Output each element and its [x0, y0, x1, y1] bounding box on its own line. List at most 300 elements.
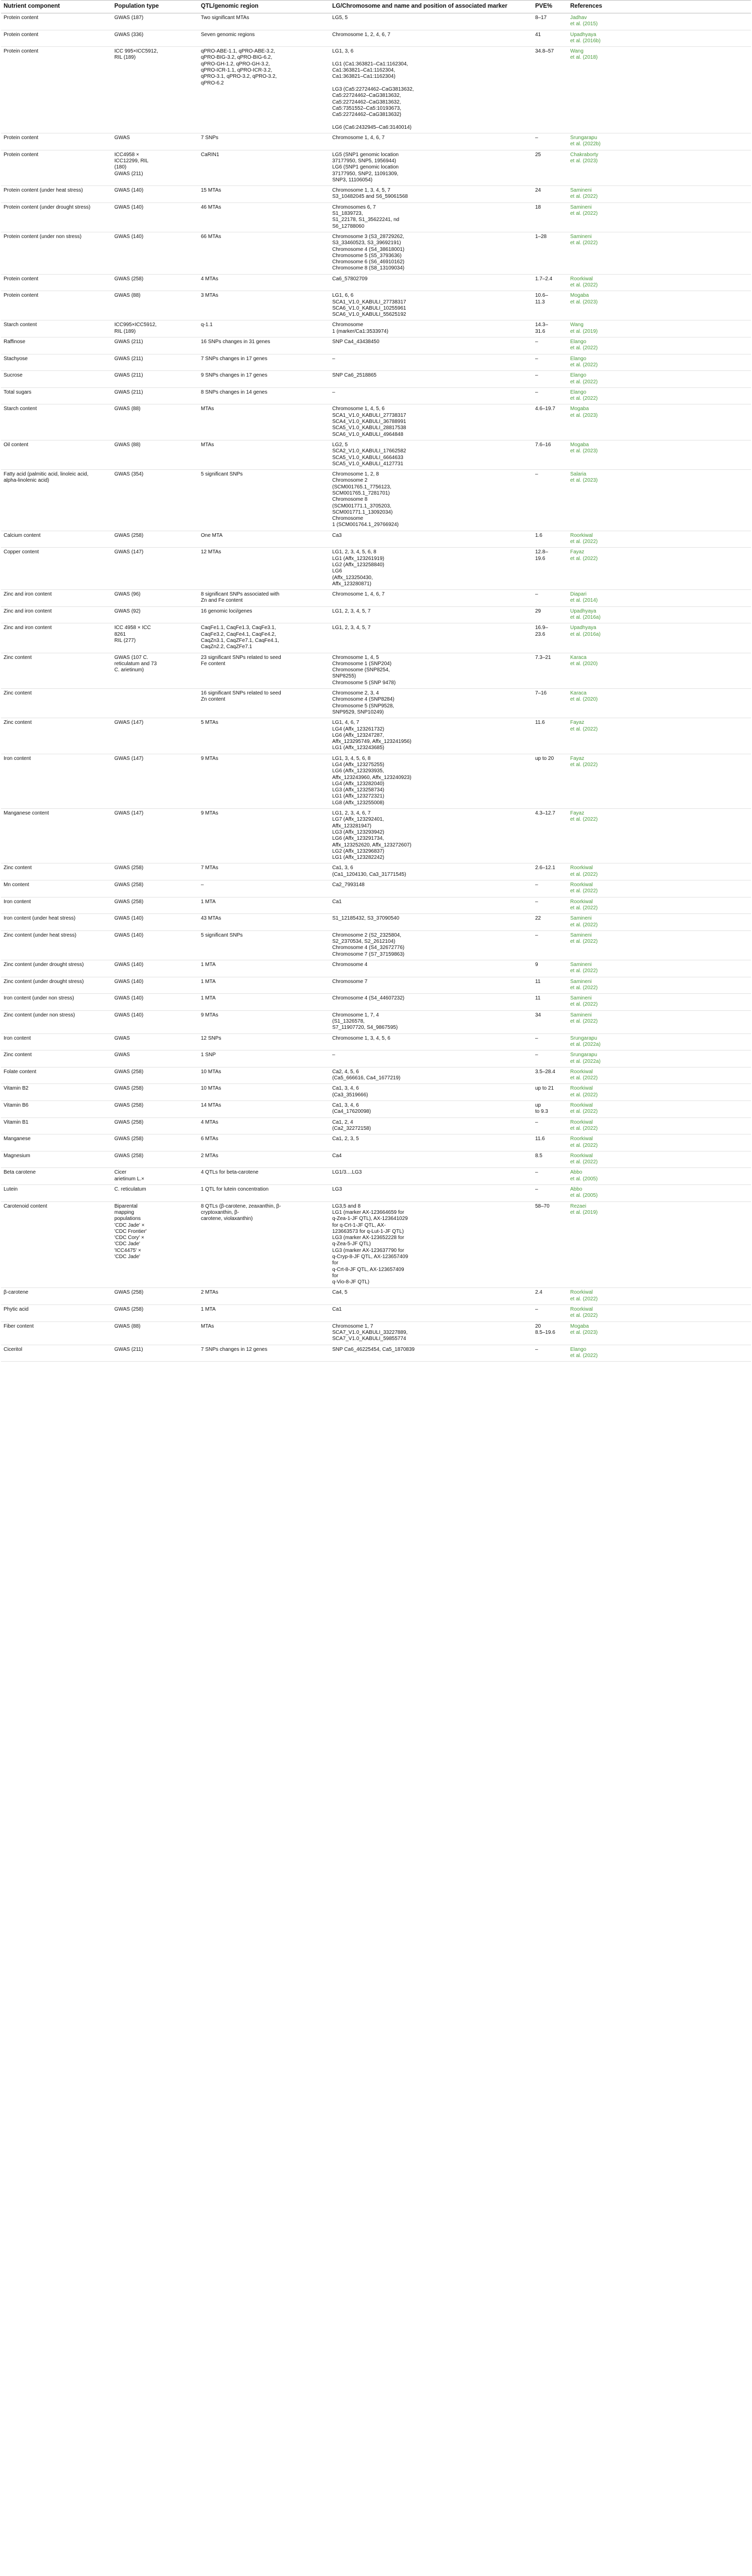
cell-lg-line: SCA2_V1.0_KABULI_17662582 [332, 448, 406, 454]
cell-nutrient-line: Beta carotene [4, 1170, 36, 1176]
cell-reference[interactable] [568, 186, 751, 203]
cell-qtl-line: 66 MTAs [201, 233, 221, 240]
cell-lg-line: Ca6_57802709 [332, 276, 368, 282]
cell-lg-line: Chromosome 4 [332, 962, 368, 968]
cell-pve-line: 20 [535, 1323, 541, 1329]
cell-qtl-line: 43 MTAs [201, 916, 221, 922]
cell-population-line: GWAS (107 C. [114, 654, 148, 660]
cell-reference-line: Mogaba [570, 406, 589, 412]
cell-qtl-line: 46 MTAs [201, 204, 221, 210]
cell-lg-line: Chromosome 8 (S8_13109034) [332, 265, 405, 272]
cell-lg-line: q-Cryp-8-JF QTL, AX-123657409 [332, 1253, 408, 1260]
cell-lg-line: SNP Ca6_46225454, Ca5_1870839 [332, 1346, 415, 1352]
cell-population-line: ICC12299, RIL [114, 158, 149, 164]
cell-reference-line: Mogaba [570, 442, 589, 448]
cell-lg-line: Chromosome 1, 4, 5 [332, 654, 379, 660]
cell-lg-line: LG7 (Affx_123292401, [332, 817, 384, 823]
cell-pve [533, 232, 568, 274]
cell-nutrient [1, 440, 112, 469]
cell-reference-line: Upadhyaya [570, 608, 596, 614]
cell-reference-line: Samineni [570, 932, 592, 938]
cell-lg-line: (Ca5_666616, Ca4_1677219) [332, 1075, 401, 1081]
cell-lg-line: LG2 (Affx_123258840) [332, 562, 385, 568]
cell-population-line: GWAS (211) [114, 389, 143, 395]
cell-population-line: GWAS (140) [114, 916, 144, 922]
cell-lg-line: Ca1 [332, 899, 342, 905]
cell-reference-line: et al. (2023) [570, 412, 598, 418]
cell-lg [330, 1050, 533, 1067]
cell-reference-line: et al. (2022b) [570, 141, 601, 147]
cell-reference-line: Samineni [570, 233, 592, 240]
cell-reference[interactable] [568, 606, 751, 623]
cell-population-line: ICC 995×ICC5912, [114, 48, 158, 55]
cell-pve [533, 977, 568, 994]
cell-lg-line: Ca5:22724462–CaG3813632, [332, 99, 401, 105]
cell-reference[interactable] [568, 590, 751, 607]
cell-lg-line: LG1 (marker AX-123664659 for [332, 1209, 404, 1215]
cell-pve [533, 1010, 568, 1033]
cell-lg-line: Affx_123243960, Affx_123240923) [332, 774, 412, 781]
cell-nutrient [1, 977, 112, 994]
table-row [1, 1151, 751, 1168]
cell-qtl-line: Zn content [201, 697, 226, 703]
cell-lg-line: for q-Crt-1-JF QTL, AX- [332, 1222, 386, 1228]
cell-nutrient-line: Manganese [4, 1136, 31, 1142]
cell-population [112, 531, 198, 548]
cell-lg-line: SCA4_V1.0_KABULI_36788991 [332, 419, 406, 425]
cell-reference[interactable] [568, 1345, 751, 1362]
cell-population-line: 'CDC Cory' × [114, 1235, 144, 1241]
cell-qtl [198, 274, 330, 291]
cell-qtl-line: 12 MTAs [201, 549, 221, 555]
cell-reference[interactable] [568, 1305, 751, 1322]
cell-nutrient [1, 809, 112, 863]
table-row [1, 232, 751, 274]
cell-reference[interactable] [568, 880, 751, 897]
cell-population-line: ICC4958 × [114, 151, 140, 158]
cell-lg-line: S3_10482045 and S6_59061568 [332, 194, 408, 200]
cell-reference[interactable] [568, 1201, 751, 1288]
cell-pve [533, 623, 568, 653]
cell-reference[interactable] [568, 653, 751, 688]
cell-qtl-line: 1 MTA [201, 1307, 216, 1313]
cell-reference-line: Samineni [570, 962, 592, 968]
cell-lg-line: (Ca2_32272158) [332, 1125, 371, 1131]
cell-reference[interactable] [568, 371, 751, 388]
cell-lg [330, 404, 533, 440]
cell-nutrient [1, 1050, 112, 1067]
cell-lg [330, 354, 533, 371]
cell-lg-line: Ca2, 4, 5, 6 [332, 1069, 359, 1075]
cell-qtl [198, 689, 330, 718]
cell-reference-line: et al. (2022) [570, 362, 598, 368]
cell-nutrient-line: Protein content [4, 135, 39, 141]
cell-qtl [198, 1033, 330, 1050]
cell-reference[interactable] [568, 754, 751, 808]
cell-qtl [198, 1168, 330, 1185]
cell-nutrient-line: Protein content [4, 151, 39, 158]
cell-reference-line: Fayaz [570, 810, 585, 817]
cell-reference[interactable] [568, 470, 751, 531]
cell-reference[interactable] [568, 960, 751, 977]
cell-reference-line: et al. (2019) [570, 328, 598, 334]
cell-reference[interactable] [568, 1134, 751, 1151]
cell-reference-line: et al. (2022) [570, 985, 598, 991]
header-nutrient: Nutrient component [1, 1, 112, 13]
cell-qtl [198, 291, 330, 320]
cell-population-line: GWAS (147) [114, 720, 144, 726]
cell-population-line: GWAS (88) [114, 293, 141, 299]
cell-population [112, 754, 198, 808]
cell-lg [330, 1084, 533, 1101]
cell-lg-line: Chromosome 4 (S4_32672776) [332, 945, 405, 951]
cell-lg-line: SCA6_V1.0_KABULI_4964848 [332, 431, 403, 437]
cell-qtl-line: 1 SNP [201, 1052, 216, 1058]
cell-nutrient-line: Calcium content [4, 532, 41, 538]
cell-qtl [198, 440, 330, 469]
cell-reference[interactable] [568, 1084, 751, 1101]
cell-nutrient [1, 653, 112, 688]
cell-population [112, 653, 198, 688]
cell-reference[interactable] [568, 274, 751, 291]
cell-lg-line: Chromosome 1, 7 [332, 1323, 373, 1329]
cell-pve-line: 11 [535, 995, 541, 1002]
table-row [1, 718, 751, 754]
cell-population-line: GWAS [114, 135, 130, 141]
cell-reference-line: et al. (2022) [570, 240, 598, 246]
cell-pve-line: 1–28 [535, 233, 547, 240]
cell-population [112, 1201, 198, 1288]
cell-pve-line: 4.6–19.7 [535, 406, 555, 412]
cell-nutrient [1, 1033, 112, 1050]
cell-population-line: GWAS (258) [114, 532, 144, 538]
cell-reference[interactable] [568, 689, 751, 718]
cell-lg-line: LG6 (Affx_123247287, [332, 732, 384, 738]
cell-reference[interactable] [568, 914, 751, 931]
cell-lg [330, 880, 533, 897]
cell-nutrient-line: Oil content [4, 442, 28, 448]
cell-population-line: GWAS (140) [114, 1012, 144, 1018]
cell-pve-line: – [535, 1052, 538, 1058]
cell-population [112, 30, 198, 47]
cell-lg-line: Chromosome 3 (S3_28729262, [332, 233, 404, 240]
cell-lg-line: LG1, 2, 3, 4, 5, 7 [332, 608, 371, 614]
cell-reference-line: et al. (2022) [570, 1313, 598, 1319]
cell-reference[interactable] [568, 291, 751, 320]
cell-reference[interactable] [568, 202, 751, 232]
cell-reference-line: Fayaz [570, 549, 585, 555]
cell-lg-line: SNP8255) [332, 673, 356, 680]
cell-population-line: GWAS (211) [114, 372, 143, 379]
cell-pve-line: 11.6 [535, 1136, 545, 1142]
cell-qtl-line: 15 MTAs [201, 188, 221, 194]
cell-nutrient-line: Iron content (under heat stress) [4, 916, 76, 922]
cell-nutrient [1, 994, 112, 1011]
cell-qtl [198, 1305, 330, 1322]
cell-reference-line: Elango [570, 372, 587, 379]
cell-nutrient-line: Fatty acid (palmitic acid, linoleic acid, [4, 471, 89, 478]
cell-reference-line: et al. (2022) [570, 1125, 598, 1131]
cell-reference[interactable] [568, 531, 751, 548]
cell-lg-line: Ca1, 2, 3, 5 [332, 1136, 359, 1142]
cell-lg-line: Chromosome 7 [332, 978, 368, 985]
cell-population-line: GWAS (258) [114, 1119, 144, 1125]
cell-reference[interactable] [568, 623, 751, 653]
cell-reference[interactable] [568, 440, 751, 469]
cell-pve-line: – [535, 389, 538, 395]
cell-reference[interactable] [568, 150, 751, 185]
cell-lg [330, 1134, 533, 1151]
cell-reference-line: Chakraborty [570, 151, 599, 158]
cell-qtl [198, 371, 330, 388]
cell-lg [330, 30, 533, 47]
cell-nutrient-line: Sucrose [4, 372, 23, 379]
cell-qtl [198, 606, 330, 623]
cell-reference-line: et al. (2023) [570, 478, 598, 484]
cell-nutrient-line: Zinc content (under heat stress) [4, 932, 77, 938]
cell-population [112, 1117, 198, 1134]
cell-lg [330, 1033, 533, 1050]
cell-pve-line: 16.9– [535, 625, 549, 631]
cell-pve-line: 10.6– [535, 293, 549, 299]
cell-reference[interactable] [568, 1168, 751, 1185]
cell-lg-line: Chromosome 1, 4, 5, 6 [332, 406, 385, 412]
cell-nutrient [1, 914, 112, 931]
cell-pve [533, 1134, 568, 1151]
table-row [1, 1067, 751, 1084]
cell-pve-line: up to 21 [535, 1086, 554, 1092]
cell-pve-line: 12.8– [535, 549, 549, 555]
cell-lg-line: LG6 (SNP1 genomic location [332, 164, 399, 171]
cell-population [112, 718, 198, 754]
table-row [1, 1010, 751, 1033]
cell-reference[interactable] [568, 1151, 751, 1168]
cell-pve [533, 371, 568, 388]
cell-pve [533, 1305, 568, 1322]
cell-lg-line: Chromosome 2 [332, 478, 368, 484]
cell-population [112, 371, 198, 388]
cell-lg-line: 37177950, SNP2, 11091309, [332, 171, 399, 177]
cell-lg-line: – [332, 355, 335, 362]
header-qtl: QTL/genomic region [198, 1, 330, 13]
cell-lg-line: Ca2_7993148 [332, 882, 365, 888]
cell-population-line: GWAS (211) [114, 355, 143, 362]
cell-reference-line: Fayaz [570, 755, 585, 761]
cell-population-line: GWAS (147) [114, 810, 144, 817]
cell-reference-line: Roorkiwal [570, 1069, 593, 1075]
cell-lg [330, 320, 533, 337]
cell-lg [330, 623, 533, 653]
cell-population-line: GWAS (147) [114, 549, 144, 555]
cell-reference[interactable] [568, 809, 751, 863]
cell-lg-line: S2_2370534, S2_2612104) [332, 939, 396, 945]
cell-lg-line: Chromosome 1, 2, 8 [332, 471, 379, 478]
cell-lg-line: 1 (SCM001764.1_29766924) [332, 522, 399, 528]
qtl-table [1, 0, 751, 1362]
cell-reference[interactable] [568, 930, 751, 960]
cell-lg [330, 1168, 533, 1185]
cell-population [112, 1151, 198, 1168]
cell-pve-line: 1.7–2.4 [535, 276, 553, 282]
cell-qtl [198, 809, 330, 863]
cell-reference[interactable] [568, 13, 751, 30]
cell-population-line: GWAS (258) [114, 1153, 144, 1159]
cell-reference[interactable] [568, 1185, 751, 1202]
cell-reference[interactable] [568, 897, 751, 914]
cell-qtl [198, 653, 330, 688]
table-row [1, 404, 751, 440]
cell-qtl-line: – [201, 882, 204, 888]
cell-nutrient [1, 718, 112, 754]
cell-nutrient [1, 1010, 112, 1033]
cell-reference-line: et al. (2016a) [570, 615, 601, 621]
cell-reference-line: Samineni [570, 188, 592, 194]
cell-pve-line: – [535, 1346, 538, 1352]
cell-reference[interactable] [568, 133, 751, 150]
cell-lg-line: – [332, 389, 335, 395]
cell-qtl-line: 5 significant SNPs [201, 471, 243, 478]
cell-reference[interactable] [568, 1288, 751, 1305]
cell-qtl [198, 404, 330, 440]
cell-lg-line: (Ca4_17620098) [332, 1109, 371, 1115]
cell-population-line: GWAS (336) [114, 31, 144, 38]
cell-reference-line: et al. (2022a) [570, 1041, 601, 1047]
cell-reference-line: Roorkiwal [570, 882, 593, 888]
cell-population-line: RIL (189) [114, 55, 136, 61]
cell-lg-line: q-Vio-8-JF QTL) [332, 1279, 370, 1285]
cell-nutrient-line: Protein content [4, 31, 39, 38]
cell-qtl-line: q-1.1 [201, 322, 213, 328]
cell-nutrient-line: Raffinose [4, 339, 26, 345]
cell-pve-line: – [535, 1307, 538, 1313]
cell-reference[interactable] [568, 548, 751, 590]
table-row [1, 133, 751, 150]
cell-reference-line: et al. (2020) [570, 660, 598, 667]
cell-population [112, 689, 198, 718]
cell-reference-line: Mogaba [570, 1323, 589, 1329]
cell-reference[interactable] [568, 337, 751, 354]
cell-reference[interactable] [568, 1101, 751, 1118]
cell-lg-line: Chromosome 1, 3, 4, 5, 7 [332, 188, 390, 194]
cell-population-line: GWAS (258) [114, 1086, 144, 1092]
cell-reference[interactable] [568, 863, 751, 880]
cell-lg-line: LG6 (Affx_123293935, [332, 768, 384, 774]
cell-population [112, 320, 198, 337]
cell-population [112, 440, 198, 469]
table-row [1, 1321, 751, 1345]
cell-reference[interactable] [568, 994, 751, 1011]
cell-lg-line: LG1 (Affx_123261919) [332, 555, 385, 562]
cell-reference[interactable] [568, 1050, 751, 1067]
cell-lg-line: LG1/3....LG3 [332, 1170, 362, 1176]
cell-qtl-line: MTAs [201, 1323, 214, 1329]
cell-pve [533, 1288, 568, 1305]
cell-lg [330, 13, 533, 30]
cell-nutrient-line: Zinc content [4, 654, 32, 660]
cell-reference[interactable] [568, 30, 751, 47]
cell-reference[interactable] [568, 1010, 751, 1033]
cell-reference-line: Upadhyaya [570, 31, 596, 38]
cell-lg-line: LG5, 5 [332, 15, 348, 21]
cell-qtl-line: 16 significant SNPs related to seed [201, 690, 281, 697]
cell-lg-line: LG3 (Ca5:22724462–CaG3813632, [332, 86, 414, 92]
cell-reference-line: et al. (2022) [570, 1002, 598, 1008]
cell-qtl [198, 30, 330, 47]
cell-reference[interactable] [568, 387, 751, 404]
cell-reference[interactable] [568, 354, 751, 371]
cell-reference[interactable] [568, 1117, 751, 1134]
cell-pve [533, 291, 568, 320]
cell-lg-line: LG1 (Affx_123243685) [332, 745, 385, 751]
table-row [1, 47, 751, 133]
cell-population-line: GWAS (92) [114, 608, 141, 614]
cell-reference-line: Roorkiwal [570, 865, 593, 871]
cell-reference[interactable] [568, 320, 751, 337]
cell-population-line: ICC 4958 × ICC [114, 625, 151, 631]
cell-lg-line: SCA5_V1.0_KABULI_28817538 [332, 425, 406, 431]
cell-lg [330, 590, 533, 607]
cell-pve-line: 2.6–12.1 [535, 865, 555, 871]
cell-lg-line: Ca1, 2, 4 [332, 1119, 353, 1125]
cell-reference[interactable] [568, 1033, 751, 1050]
cell-reference-line: Mogaba [570, 293, 589, 299]
cell-nutrient-line: Zinc content (under drought stress) [4, 978, 84, 985]
cell-reference[interactable] [568, 404, 751, 440]
cell-nutrient-line: Zinc content (under drought stress) [4, 962, 84, 968]
table-row [1, 1168, 751, 1185]
cell-lg-line: Chromosome 4 (S4_44607232) [332, 995, 405, 1002]
cell-reference-line: et al. (2005) [570, 1176, 598, 1182]
cell-reference-line: Upadhyaya [570, 625, 596, 631]
cell-reference[interactable] [568, 232, 751, 274]
cell-reference-line: et al. (2016a) [570, 631, 601, 637]
cell-nutrient [1, 1321, 112, 1345]
cell-population [112, 13, 198, 30]
cell-pve-line: – [535, 372, 538, 379]
cell-qtl-line: qPRO-ABE-1.1, qPRO-ABE-3.2, [201, 48, 275, 55]
cell-nutrient [1, 1185, 112, 1202]
cell-qtl [198, 1345, 330, 1362]
cell-lg-line: S6_12788060 [332, 223, 365, 229]
cell-nutrient-line: Zinc content (under non stress) [4, 1012, 75, 1018]
cell-reference[interactable] [568, 1067, 751, 1084]
cell-nutrient-line: Manganese content [4, 810, 49, 817]
cell-nutrient [1, 47, 112, 133]
cell-reference-line: Roorkiwal [570, 1103, 593, 1109]
cell-nutrient [1, 274, 112, 291]
cell-nutrient [1, 291, 112, 320]
cell-pve [533, 548, 568, 590]
cell-population-line: GWAS (258) [114, 882, 144, 888]
cell-lg [330, 440, 533, 469]
cell-qtl-line: 8 significant SNPs associated with [201, 591, 280, 598]
cell-reference[interactable] [568, 47, 751, 133]
cell-pve-line: 18 [535, 204, 541, 210]
cell-lg-line: Affx_123295749, Affx_123241956) [332, 739, 412, 745]
cell-nutrient-line: Zinc and iron content [4, 591, 52, 598]
cell-population [112, 1321, 198, 1345]
cell-reference[interactable] [568, 1321, 751, 1345]
cell-qtl-line: 4 MTAs [201, 276, 218, 282]
cell-reference[interactable] [568, 718, 751, 754]
cell-nutrient-line: Folate content [4, 1069, 37, 1075]
table-row [1, 470, 751, 531]
cell-lg-line: Chromosome 8 [332, 497, 368, 503]
cell-qtl-line: qPRO-3.1, qPRO-3.2, qPRO-3.2, [201, 74, 277, 80]
cell-pve-line: 8–17 [535, 15, 547, 21]
cell-reference-line: et al. (2005) [570, 1193, 598, 1199]
cell-reference[interactable] [568, 977, 751, 994]
